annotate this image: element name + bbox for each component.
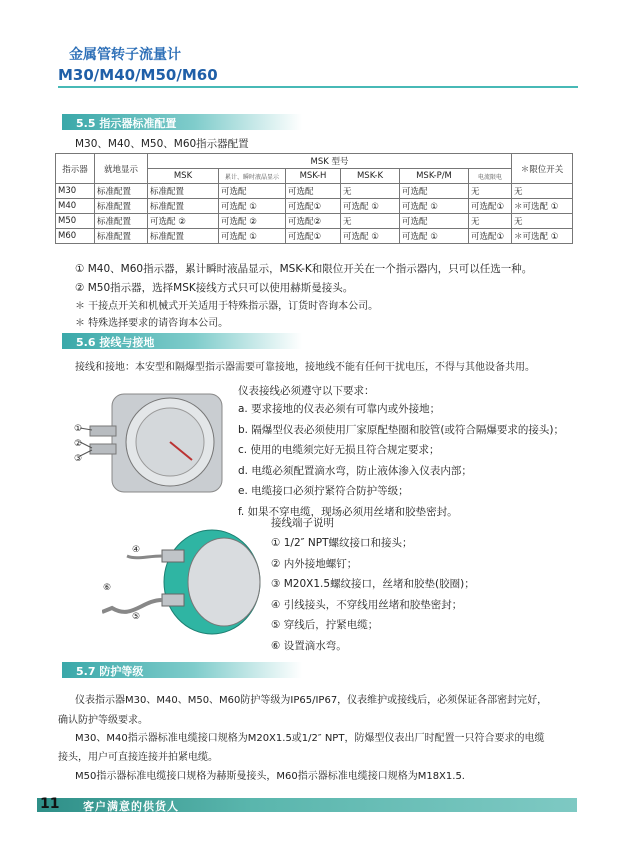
table-cell: M50 [56,214,95,229]
table-note: ① M40、M60指示器，累计瞬时液晶显示，MSK-K和限位开关在一个指示器内，只可以任选一种。 [75,263,533,275]
header-models: M30/M40/M50/M60 [58,66,218,84]
table-cell: 标准配置 [95,214,148,229]
list-item: c. 使用的电缆须完好无损且符合规定要求； [238,444,440,456]
table-cell: 可选配 [286,184,341,199]
table-cell: 可选配 [400,184,469,199]
list-item: e. 电缆接口必须拧紧符合防护等级； [238,485,409,497]
table-note: ＊ 干接点开关和机械式开关适用于特殊指示器，订货时咨询本公司。 [75,301,379,312]
table-cell: 无 [469,214,512,229]
section-heading-5-5: 5.5 指示器标准配置 [62,114,302,130]
list-item: ③ M20X1.5螺纹接口，丝堵和胶垫(胶圈)； [271,578,475,590]
table-cell: 可选配② [286,214,341,229]
table-cell: 可选配 ① [341,199,400,214]
paragraph: 接头，用户可直接连接并拍紧电缆。 [58,752,218,763]
callout: ⑥ [103,583,112,593]
callout: ① [74,424,83,434]
list-item: ⑥ 设置滴水弯。 [271,639,347,652]
table-cell: 标准配置 [95,229,148,244]
list-item: a. 要求接地的仪表必须有可靠内或外接地； [238,403,441,415]
table-cell: M60 [56,229,95,244]
table-note: ＊ 特殊选择要求的请咨询本公司。 [75,318,229,329]
table-row [56,184,573,199]
table-cell: ＊可选配 ① [512,199,573,214]
list-item: ⑤ 穿线后，拧紧电缆； [271,619,379,631]
list-item: ① 1/2″ NPT螺纹接口和接头； [271,537,413,549]
th-msk: MSK 型号 [148,154,512,169]
paragraph: 仪表指示器M30、M40、M50、M60防护等级为IP65/IP67，仪表维护或接线后，必须保证各部密封完好， [75,695,548,706]
section-intro: 接线和接地：本安型和隔爆型指示器需要可靠接地，接地线不能有任何干扰电压，不得与其他设备共用。 [75,362,535,373]
table-cell: 无 [512,214,573,229]
config-table [55,153,573,244]
list-item: ② 内外接地螺钉； [271,557,358,570]
table-cell: 可选配 ① [219,199,286,214]
page-number: 11 [40,796,60,812]
table-cell: 可选配 ② [148,214,219,229]
list-item: d. 电缆必须配置滴水弯，防止液体渗入仪表内部； [238,464,472,477]
callout: ④ [132,545,141,555]
indicator-cable-image [102,520,270,642]
th-indicator: 指示器 [56,154,95,184]
table-cell: 标准配置 [148,229,219,244]
footer-slogan: 客户满意的供货人 [83,800,179,813]
table-note: ② M50指示器，选择MSK接线方式只可以使用赫斯曼接头。 [75,282,354,294]
table-cell: 可选配 ① [400,199,469,214]
table-cell: 无 [341,184,400,199]
list-item: b. 隔爆型仪表必须使用厂家原配垫圈和胶管(或符合隔爆要求的接头)； [238,423,565,436]
requirements-title: 仪表接线必须遵守以下要求： [238,385,375,397]
paragraph: M30、M40指示器标准电缆接口规格为M20X1.5或1/2″ NPT，防爆型仪表出厂时配置一只符合要求的电缆 [75,733,545,744]
callout: ② [74,439,83,449]
terminal-title: 接线端子说明 [271,517,334,529]
table-cell: 可选配 ① [219,229,286,244]
table-cell: 可选配① [286,229,341,244]
table-cell: 标准配置 [95,199,148,214]
paragraph: M50指示器标准电缆接口规格为赫斯曼接头，M60指示器标准电缆接口规格为M18X1.5. [75,771,465,782]
paragraph: 确认防护等级要求。 [58,715,148,726]
table-cell: 可选配 ② [219,214,286,229]
table-cell: 可选配 [219,184,286,199]
table-cell: 标准配置 [148,184,219,199]
table-cell: 标准配置 [95,184,148,199]
section-heading-5-6: 5.6 接线与接地 [62,333,302,349]
list-item: f. 如果不穿电缆，现场必须用丝堵和胶垫密封。 [238,505,458,518]
th-sub: 电流限电 [469,169,512,184]
table-cell: 无 [341,214,400,229]
th-sub: MSK-P/M [400,169,469,184]
list-item: ④ 引线接头，不穿线用丝堵和胶垫密封； [271,598,463,611]
table-cell: 无 [512,184,573,199]
header-title: 金属管转子流量计 [69,47,181,63]
th-local: 就地显示 [95,154,148,184]
table-row [56,229,573,244]
table-cell: 可选配 ① [400,229,469,244]
th-sub: MSK-H [286,169,341,184]
requirements-list [238,401,564,524]
table-cell: 可选配① [286,199,341,214]
callout: ⑤ [132,612,141,622]
table-row [56,214,573,229]
table-cell: 可选配① [469,199,512,214]
table-cell: 标准配置 [148,199,219,214]
th-limit: ＊限位开关 [512,154,573,184]
table-cell: M30 [56,184,95,199]
th-sub: 累计、瞬时液晶显示 [219,169,286,184]
table-cell: 可选配① [469,229,512,244]
callout: ③ [74,454,83,464]
table-row [56,199,573,214]
th-sub: MSK-K [341,169,400,184]
table-cell: M40 [56,199,95,214]
table-cell: 无 [469,184,512,199]
table-cell: 可选配 [400,214,469,229]
table-cell: ＊可选配 ① [512,229,573,244]
header-rule [58,86,578,88]
section-heading-5-7: 5.7 防护等级 [62,662,302,678]
terminal-list [271,535,475,658]
indicator-open-housing-image [72,382,240,500]
table-cell: 可选配 ① [341,229,400,244]
section-intro: M30、M40、M50、M60指示器配置 [75,138,249,150]
th-sub: MSK [148,169,219,184]
